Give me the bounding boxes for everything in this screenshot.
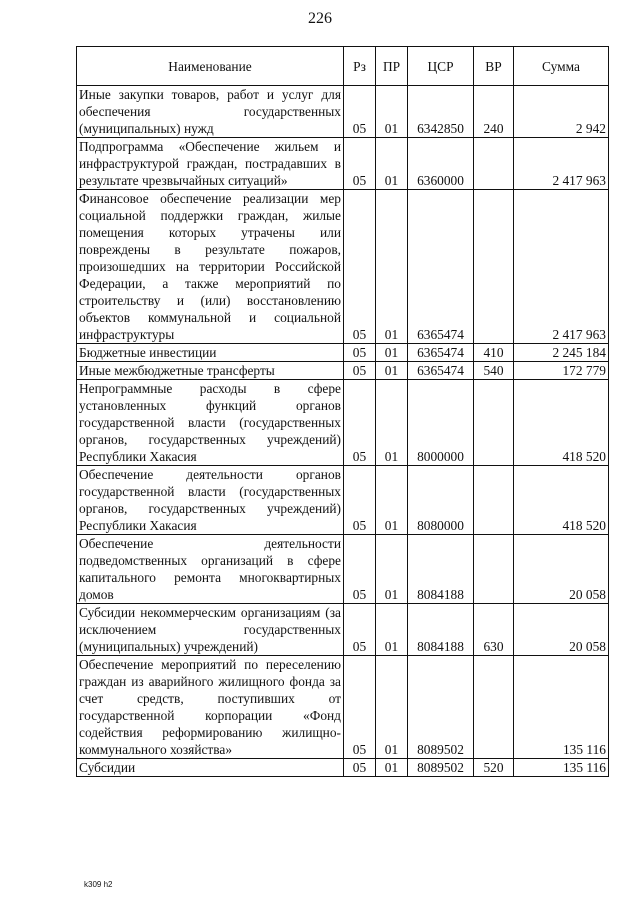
- row-rz: 05: [344, 362, 376, 380]
- row-vr: [474, 190, 514, 344]
- row-sum: 135 116: [514, 759, 609, 777]
- footer-code: k309 h2: [84, 880, 113, 889]
- row-vr: 520: [474, 759, 514, 777]
- row-sum: 172 779: [514, 362, 609, 380]
- row-csr: 8000000: [408, 380, 474, 466]
- row-name: Бюджетные инвестиции: [77, 344, 344, 362]
- header-name: Наименование: [77, 47, 344, 86]
- table-row: [77, 466, 609, 535]
- page-number: 226: [308, 10, 332, 27]
- table-header-row: [77, 47, 609, 86]
- header-csr: ЦСР: [408, 47, 474, 86]
- row-sum: 20 058: [514, 535, 609, 604]
- row-csr: 8089502: [408, 656, 474, 759]
- row-csr: 6365474: [408, 190, 474, 344]
- table-row: [77, 362, 609, 380]
- table-row: [77, 344, 609, 362]
- row-vr: [474, 656, 514, 759]
- row-rz: 05: [344, 604, 376, 656]
- row-sum: 2 942: [514, 86, 609, 138]
- row-pr: 01: [376, 138, 408, 190]
- row-csr: 8089502: [408, 759, 474, 777]
- row-csr: 8084188: [408, 604, 474, 656]
- row-pr: 01: [376, 362, 408, 380]
- table-row: [77, 86, 609, 138]
- row-rz: 05: [344, 344, 376, 362]
- row-csr: 6365474: [408, 362, 474, 380]
- table-row: [77, 535, 609, 604]
- row-name: Обеспечение мероприятий по переселению граждан из аварийного жилищного фонда за счет средств, поступивших от государственной корпорации «Фонд содействия реформированию жилищно-коммунального хозяйства»: [77, 656, 344, 759]
- row-pr: 01: [376, 759, 408, 777]
- table-row: [77, 138, 609, 190]
- row-vr: [474, 535, 514, 604]
- row-csr: 6360000: [408, 138, 474, 190]
- row-vr: 540: [474, 362, 514, 380]
- row-csr: 8084188: [408, 535, 474, 604]
- row-sum: 2 417 963: [514, 190, 609, 344]
- row-name: Обеспечение деятельности подведомственных организаций в сфере капитального ремонта многоквартирных домов: [77, 535, 344, 604]
- row-rz: 05: [344, 466, 376, 535]
- row-csr: 6365474: [408, 344, 474, 362]
- budget-table: [76, 46, 609, 777]
- header-rz: Рз: [344, 47, 376, 86]
- row-name: Подпрограмма «Обеспечение жильем и инфраструктурой граждан, пострадавших в результате чрезвычайных ситуаций»: [77, 138, 344, 190]
- row-rz: 05: [344, 759, 376, 777]
- row-csr: 6342850: [408, 86, 474, 138]
- table-row: [77, 656, 609, 759]
- row-pr: 01: [376, 604, 408, 656]
- row-name: Иные закупки товаров, работ и услуг для обеспечения государственных (муниципальных) нужд: [77, 86, 344, 138]
- row-rz: 05: [344, 86, 376, 138]
- row-name: Финансовое обеспечение реализации мер социальной поддержки граждан, жилые помещения которых утрачены или повреждены в результате пожаров, произошедших на территории Российской Федерации, а также мероприятий по строительству и (или) восстановлению объектов коммунальной и социальной инфраструктуры: [77, 190, 344, 344]
- row-sum: 2 417 963: [514, 138, 609, 190]
- row-vr: [474, 380, 514, 466]
- row-vr: 630: [474, 604, 514, 656]
- row-sum: 418 520: [514, 380, 609, 466]
- row-vr: 410: [474, 344, 514, 362]
- row-pr: 01: [376, 190, 408, 344]
- row-pr: 01: [376, 535, 408, 604]
- row-sum: 135 116: [514, 656, 609, 759]
- row-pr: 01: [376, 344, 408, 362]
- row-vr: [474, 466, 514, 535]
- row-pr: 01: [376, 380, 408, 466]
- header-pr: ПР: [376, 47, 408, 86]
- table-row: [77, 190, 609, 344]
- row-sum: 2 245 184: [514, 344, 609, 362]
- row-csr: 8080000: [408, 466, 474, 535]
- header-sum: Сумма: [514, 47, 609, 86]
- row-pr: 01: [376, 86, 408, 138]
- row-name: Непрограммные расходы в сфере установленных функций органов государственной власти (государственных органов, государственных учреждений) Республики Хакасия: [77, 380, 344, 466]
- row-name: Иные межбюджетные трансферты: [77, 362, 344, 380]
- row-name: Субсидии: [77, 759, 344, 777]
- row-sum: 418 520: [514, 466, 609, 535]
- row-rz: 05: [344, 138, 376, 190]
- row-pr: 01: [376, 466, 408, 535]
- header-vr: ВР: [474, 47, 514, 86]
- row-rz: 05: [344, 656, 376, 759]
- row-name: Обеспечение деятельности органов государственной власти (государственных органов, государственных учреждений) Республики Хакасия: [77, 466, 344, 535]
- row-rz: 05: [344, 380, 376, 466]
- table-row: [77, 759, 609, 777]
- row-name: Субсидии некоммерческим организациям (за исключением государственных (муниципальных) учреждений): [77, 604, 344, 656]
- row-rz: 05: [344, 190, 376, 344]
- row-vr: 240: [474, 86, 514, 138]
- table-row: [77, 604, 609, 656]
- row-rz: 05: [344, 535, 376, 604]
- table-row: [77, 380, 609, 466]
- row-sum: 20 058: [514, 604, 609, 656]
- row-vr: [474, 138, 514, 190]
- row-pr: 01: [376, 656, 408, 759]
